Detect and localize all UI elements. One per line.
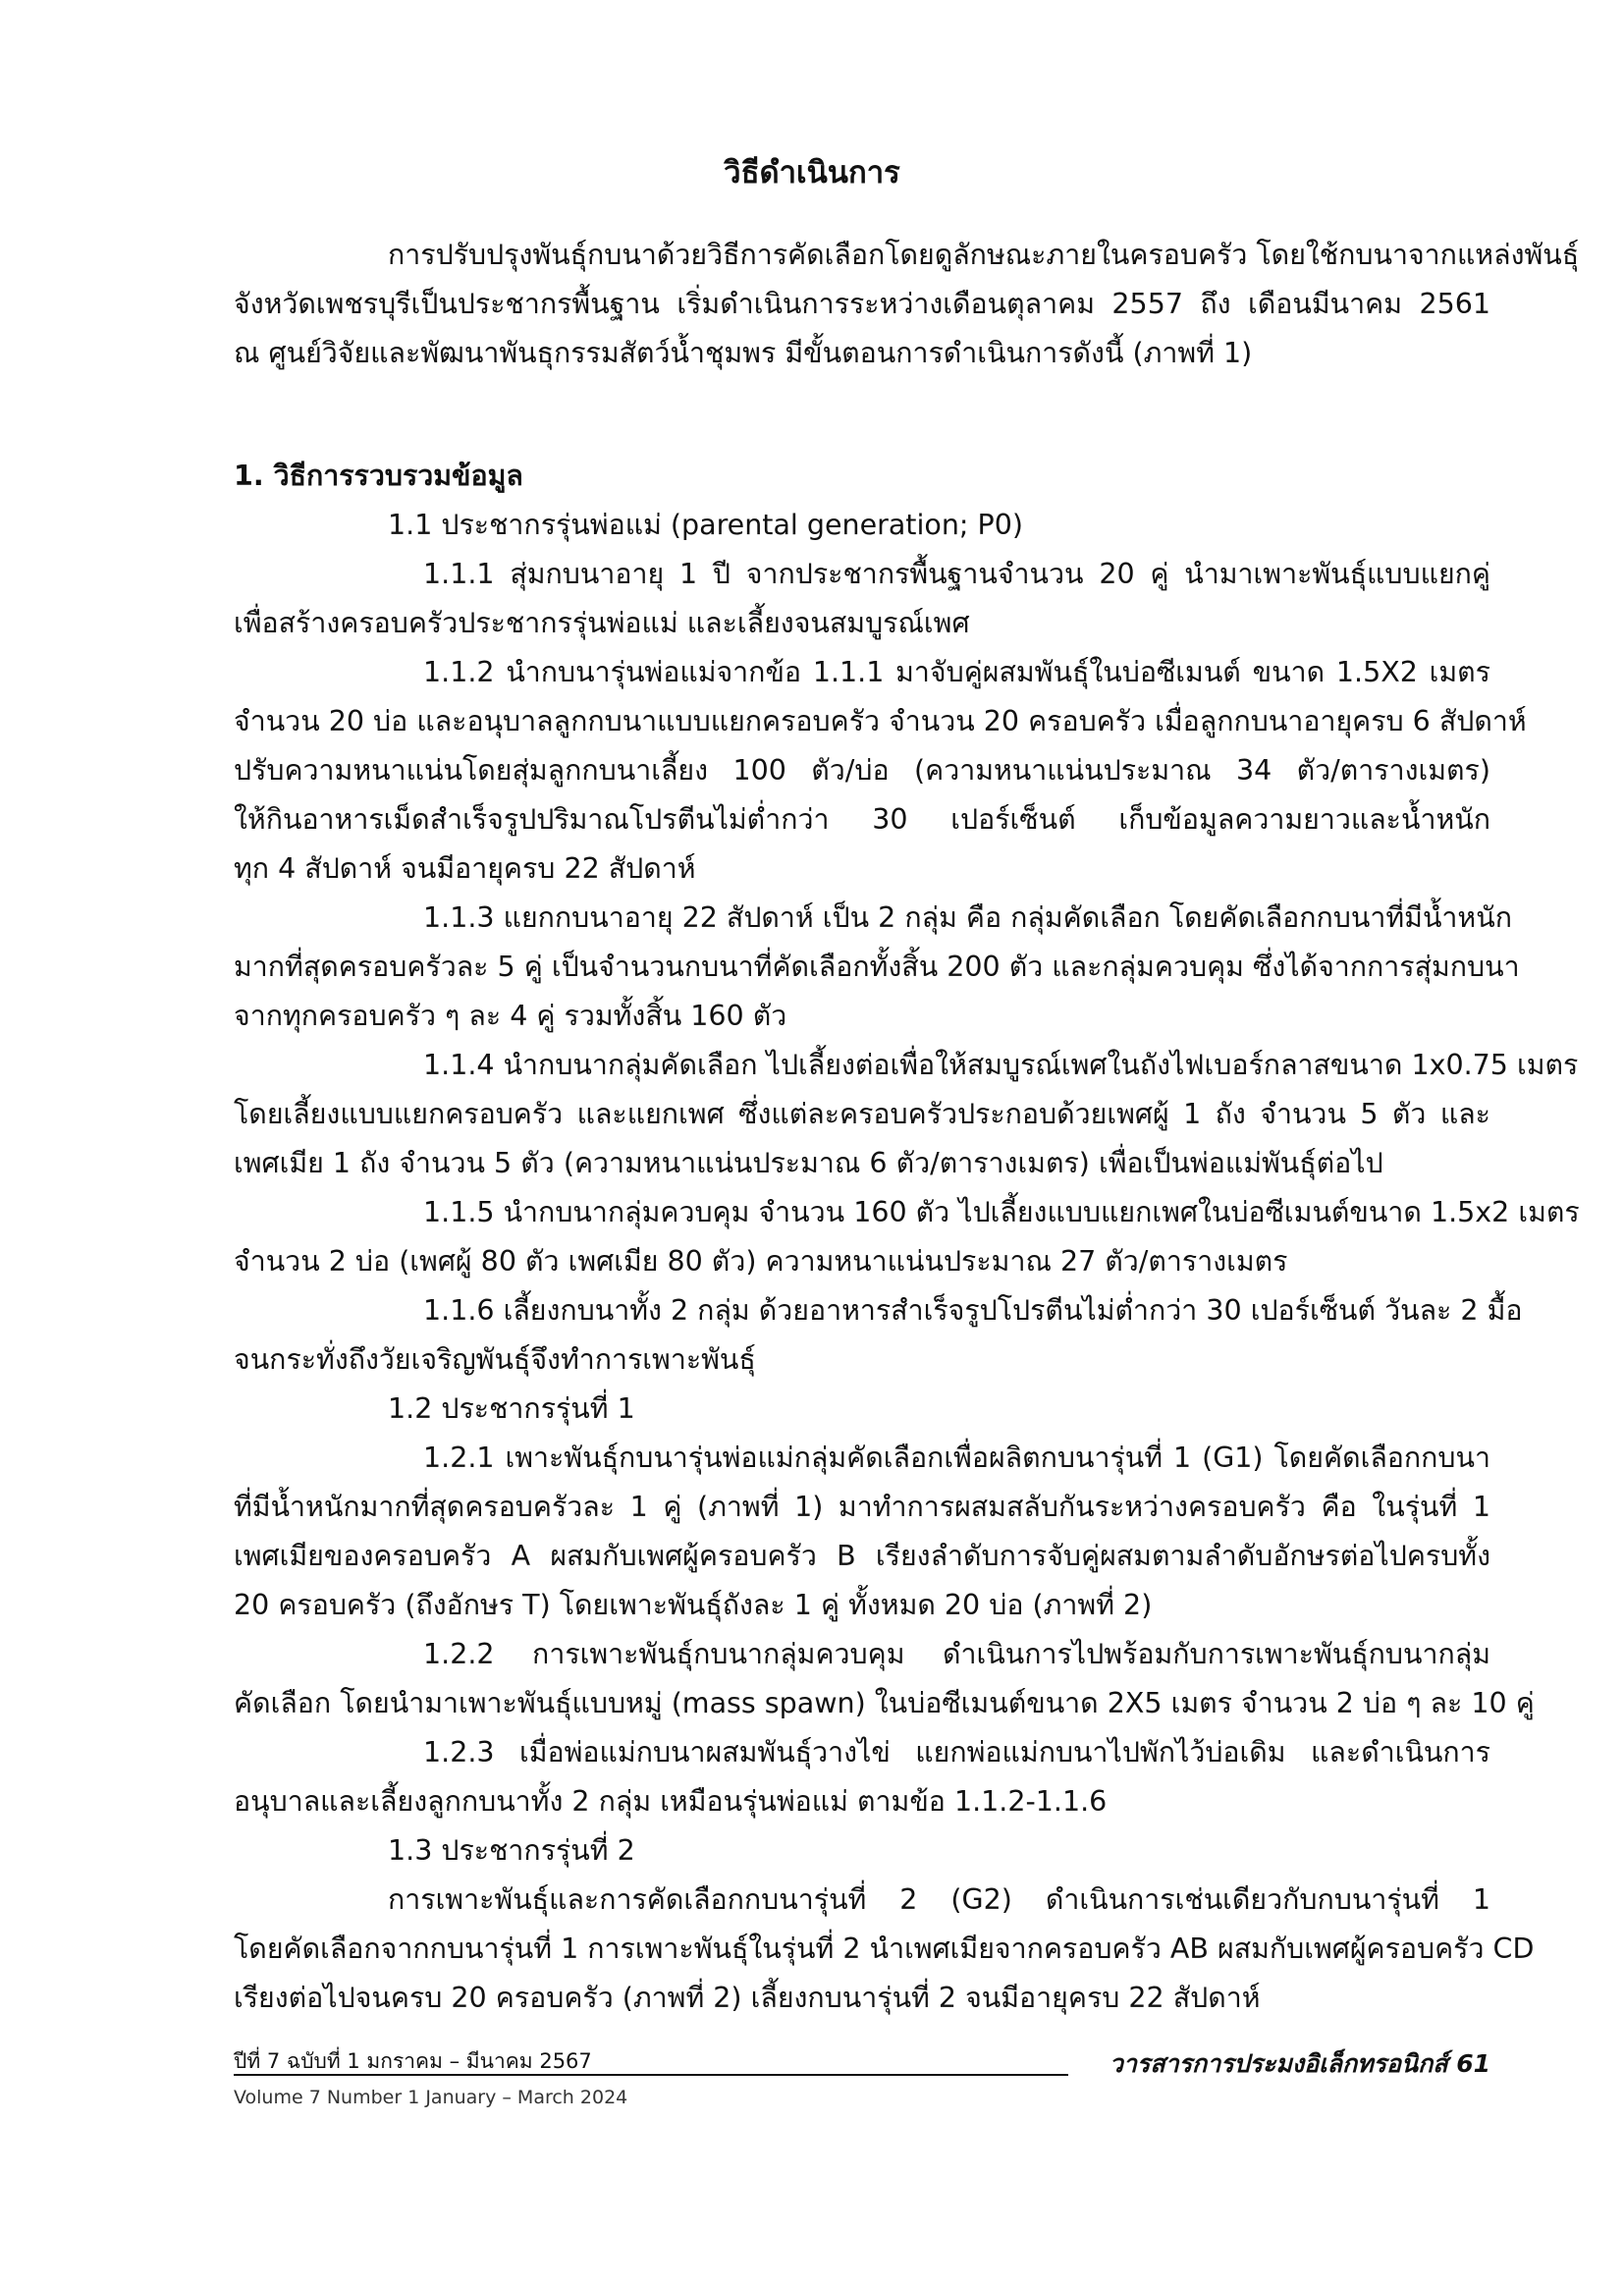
paragraph-line: ปรับความหนาแน่นโดยสุ่มลูกกบนาเลี้ยง 100 ตัว/บ่อ (ความหนาแน่นประมาณ 34 ตัว/ตารางเมตร) — [234, 754, 1490, 787]
paragraph-line: มากที่สุดครอบครัวละ 5 คู่ เป็นจำนวนกบนาที่คัดเลือกทั้งสิ้น 200 ตัว และกลุ่มควบคุม ซึ่งได้จากการสุ่มกบนา — [234, 951, 1520, 983]
page-title: วิธีดำเนินการ — [724, 155, 900, 190]
paragraph-line: การเพาะพันธุ์และการคัดเลือกกบนารุ่นที่ 2 (G2) ดำเนินการเช่นเดียวกับกบนารุ่นที่ 1 — [388, 1883, 1490, 1916]
paragraph-line: เพศเมียของครอบครัว A ผสมกับเพศผู้ครอบครัว B เรียงลำดับการจับคู่ผสมตามลำดับอักษรต่อไปครบทั้ง — [234, 1540, 1490, 1572]
paragraph-line: เพศเมีย 1 ถัง จำนวน 5 ตัว (ความหนาแน่นประมาณ 6 ตัว/ตารางเมตร) เพื่อเป็นพ่อแม่พันธุ์ต่อไป — [234, 1147, 1383, 1179]
paragraph-line: เรียงต่อไปจนครบ 20 ครอบครัว (ภาพที่ 2) เลี้ยงกบนารุ่นที่ 2 จนมีอายุครบ 22 สัปดาห์ — [234, 1982, 1261, 2014]
subsection-heading: 1.3 ประชากรรุ่นที่ 2 — [388, 1834, 635, 1867]
paragraph-line: เพื่อสร้างครอบครัวประชากรรุ่นพ่อแม่ และเลี้ยงจนสมบูรณ์เพศ — [234, 607, 970, 639]
intro-line: จังหวัดเพชรบุรีเป็นประชากรพื้นฐาน เริ่มดำเนินการระหว่างเดือนตุลาคม 2557 ถึง เดือนมีนาคม 2561 — [234, 288, 1490, 320]
paragraph-line: 1.1.3 แยกกบนาอายุ 22 สัปดาห์ เป็น 2 กลุ่ม คือ กลุ่มคัดเลือก โดยคัดเลือกกบนาที่มีน้ำหนัก — [423, 901, 1512, 934]
subsection-heading: 1.2 ประชากรรุ่นที่ 1 — [388, 1392, 635, 1425]
intro-line: การปรับปรุงพันธุ์กบนาด้วยวิธีการคัดเลือกโดยดูลักษณะภายในครอบครัว โดยใช้กบนาจากแหล่งพันธุ์ — [388, 239, 1580, 271]
paragraph-line: จำนวน 20 บ่อ และอนุบาลลูกกบนาแบบแยกครอบครัว จำนวน 20 ครอบครัว เมื่อลูกกบนาอายุครบ 6 สัปดาห์ — [234, 705, 1527, 737]
footer-rule — [234, 2074, 1068, 2076]
paragraph-line: 1.1.6 เลี้ยงกบนาทั้ง 2 กลุ่ม ด้วยอาหารสำเร็จรูปโปรตีนไม่ต่ำกว่า 30 เปอร์เซ็นต์ วันละ 2 มื้อ — [423, 1294, 1523, 1327]
footer-issue-thai: ปีที่ 7 ฉบับที่ 1 มกราคม – มีนาคม 2567 — [234, 2049, 592, 2073]
paragraph-line: 1.1.2 นำกบนารุ่นพ่อแม่จากข้อ 1.1.1 มาจับคู่ผสมพันธุ์ในบ่อซีเมนต์ ขนาด 1.5X2 เมตร — [423, 656, 1490, 688]
paragraph-line: คัดเลือก โดยนำมาเพาะพันธุ์แบบหมู่ (mass spawn) ในบ่อซีเมนต์ขนาด 2X5 เมตร จำนวน 2 บ่อ ๆ ละ 10 คู่ — [234, 1687, 1535, 1719]
intro-line: ณ ศูนย์วิจัยและพัฒนาพันธุกรรมสัตว์น้ำชุมพร มีขั้นตอนการดำเนินการดังนี้ (ภาพที่ 1) — [234, 337, 1253, 369]
paragraph-line: ให้กินอาหารเม็ดสำเร็จรูปปริมาณโปรตีนไม่ต่ำกว่า 30 เปอร์เซ็นต์ เก็บข้อมูลความยาวและน้ำหนัก — [234, 803, 1490, 836]
footer-journal-page: วารสารการประมงอิเล็กทรอนิกส์ 61 — [1109, 2049, 1490, 2078]
paragraph-line: ที่มีน้ำหนักมากที่สุดครอบครัวละ 1 คู่ (ภาพที่ 1) มาทำการผสมสลับกันระหว่างครอบครัว คือ ในรุ่นที่ 1 — [234, 1491, 1490, 1523]
paragraph-line: อนุบาลและเลี้ยงลูกกบนาทั้ง 2 กลุ่ม เหมือนรุ่นพ่อแม่ ตามข้อ 1.1.2-1.1.6 — [234, 1785, 1108, 1818]
paragraph-line: 1.2.3 เมื่อพ่อแม่กบนาผสมพันธุ์วางไข่ แยกพ่อแม่กบนาไปพักไว้บ่อเดิม และดำเนินการ — [423, 1736, 1490, 1769]
subsection-heading: 1.1 ประชากรรุ่นพ่อแม่ (parental generation; P0) — [388, 509, 1023, 541]
paragraph-line: ทุก 4 สัปดาห์ จนมีอายุครบ 22 สัปดาห์ — [234, 852, 696, 885]
paragraph-line: 1.2.1 เพาะพันธุ์กบนารุ่นพ่อแม่กลุ่มคัดเลือกเพื่อผลิตกบนารุ่นที่ 1 (G1) โดยคัดเลือกกบนา — [423, 1442, 1490, 1474]
footer-row — [234, 2047, 1490, 2087]
section-heading: 1. วิธีการรวบรวมข้อมูล — [234, 460, 523, 492]
paragraph-line: 1.2.2 การเพาะพันธุ์กบนากลุ่มควบคุม ดำเนินการไปพร้อมกับการเพาะพันธุ์กบนากลุ่ม — [423, 1638, 1490, 1670]
paragraph-line: 1.1.1 สุ่มกบนาอายุ 1 ปี จากประชากรพื้นฐานจำนวน 20 คู่ นำมาเพาะพันธุ์แบบแยกคู่ — [423, 558, 1490, 590]
paragraph-line: จนกระทั่งถึงวัยเจริญพันธุ์จึงทำการเพาะพันธุ์ — [234, 1343, 756, 1376]
paragraph-line: 20 ครอบครัว (ถึงอักษร T) โดยเพาะพันธุ์ถังละ 1 คู่ ทั้งหมด 20 บ่อ (ภาพที่ 2) — [234, 1589, 1153, 1621]
paragraph-line: 1.1.4 นำกบนากลุ่มคัดเลือก ไปเลี้ยงต่อเพื่อให้สมบูรณ์เพศในถังไฟเบอร์กลาสขนาด 1x0.75 เมตร — [423, 1049, 1579, 1081]
footer-issue-english: Volume 7 Number 1 January – March 2024 — [234, 2087, 628, 2108]
paragraph-line: จากทุกครอบครัว ๆ ละ 4 คู่ รวมทั้งสิ้น 160 ตัว — [234, 1000, 787, 1032]
paragraph-line: จำนวน 2 บ่อ (เพศผู้ 80 ตัว เพศเมีย 80 ตัว) ความหนาแน่นประมาณ 27 ตัว/ตารางเมตร — [234, 1245, 1288, 1278]
paragraph-line: โดยเลี้ยงแบบแยกครอบครัว และแยกเพศ ซึ่งแต่ละครอบครัวประกอบด้วยเพศผู้ 1 ถัง จำนวน 5 ตัว และ — [234, 1098, 1490, 1130]
paragraph-line: โดยคัดเลือกจากกบนารุ่นที่ 1 การเพาะพันธุ์ในรุ่นที่ 2 นำเพศเมียจากครอบครัว AB ผสมกับเพศผู้ครอบครัว CD — [234, 1932, 1535, 1965]
paragraph-line: 1.1.5 นำกบนากลุ่มควบคุม จำนวน 160 ตัว ไปเลี้ยงแบบแยกเพศในบ่อซีเมนต์ขนาด 1.5x2 เมตร — [423, 1196, 1580, 1228]
